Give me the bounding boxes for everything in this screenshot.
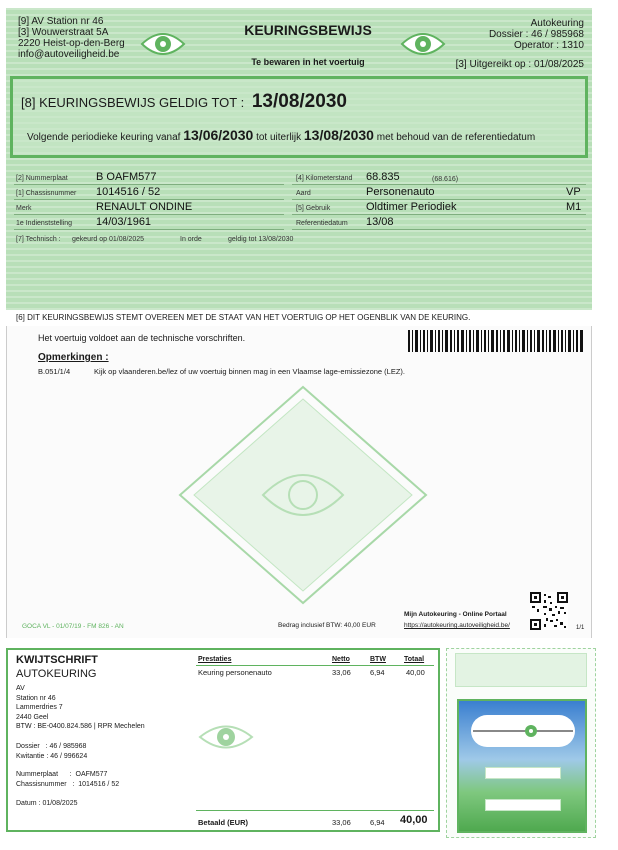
receipt-item: Keuring personenauto <box>198 668 272 677</box>
refdate-value: 13/08 <box>366 216 394 228</box>
receipt-date: Datum : 01/08/2025 <box>16 800 78 807</box>
next-from-date: 13/06/2030 <box>183 127 254 143</box>
receipt-panel: KWIJTSCHRIFT AUTOKEURING AV Station nr 46 Lammerdries 7 2440 Geel BTW : BE-0400.824.586 | RPR Mechelen Dossier : 46 / 985968 Kwitantie : 46 / 996624 Nummerplaat : OAFM577 Chassisnummer : 1014516 / 52 Datum : 01/08/2025 Prestaties Netto BTW Totaal Keuring personenauto 33,06 6,94 40,00 Betaald (EUR) 33,06 6,94 40,00 <box>6 648 440 832</box>
page-number: 1/1 <box>576 625 585 631</box>
sticker-card <box>457 699 587 833</box>
make-value: RENAULT ONDINE <box>96 201 193 213</box>
paid-total: 40,00 <box>400 814 428 826</box>
page-subtitle: Te bewaren in het voertuig <box>251 57 365 67</box>
portal-title: Mijn Autokeuring - Online Portaal <box>404 611 507 618</box>
station-address: [9] AV Station nr 46 [3] Wouwerstraat 5A 2220 Heist-op-den-Berg info@autoveiligheid.be <box>18 16 125 60</box>
qr-code <box>530 592 568 635</box>
eye-logo-icon <box>140 28 186 65</box>
receipt-plate: Nummerplaat : OAFM577 <box>16 771 108 778</box>
use-value: Oldtimer Periodiek <box>366 201 457 213</box>
kind-value: Personenauto <box>366 186 435 198</box>
receipt-dossier: Dossier : 46 / 985968 <box>16 743 87 750</box>
vehicle-details: [2] Nummerplaat B OAFM577 [1] Chassisnummer 1014516 / 52 Merk RENAULT ONDINE 1e Indienststelling 14/03/1961 [4] Kilometerstand 68.835 (68.616) Aard Personenauto VP [5] Gebruik Oldtimer Periodiek M1 Referentiedatum 13/08 [7] Technisch : gekeurd op 01/08/2025 In orde geldig tot 13/08/2030 <box>14 170 588 248</box>
eye-logo-icon <box>198 720 254 759</box>
sticker-top-strip <box>455 653 587 687</box>
sticker-field <box>485 799 561 811</box>
sticker-area <box>446 648 596 838</box>
amount-incl-vat: Bedrag inclusief BTW: 40,00 EUR <box>278 622 376 629</box>
receipt-subtitle: AUTOKEURING <box>16 668 97 680</box>
plate-value: B OAFM577 <box>96 171 157 183</box>
portal-link[interactable]: https://autokeuring.autoveiligheid.be/ <box>404 622 510 629</box>
validity-date: 13/08/2030 <box>251 91 347 112</box>
chassis-value: 1014516 / 52 <box>96 186 161 198</box>
validity-label: [8] KEURINGSBEWIJS GELDIG TOT : <box>21 95 245 110</box>
receipt-chassis: Chassisnummer : 1014516 / 52 <box>16 781 120 788</box>
form-code: GOCA VL - 01/07/19 - FM 826 - AN <box>22 623 124 630</box>
remark-code: B.051/1/4 <box>38 367 71 376</box>
km-value: 68.835 <box>366 171 400 183</box>
sticker-field <box>485 767 561 779</box>
sticker-oval <box>471 715 575 747</box>
validity-box: [8] KEURINGSBEWIJS GELDIG TOT : 13/08/2030 Volgende periodieke keuring vanaf 13/06/2030 tot uiterlijk 13/08/2030 met behoud van de referentiedatum <box>10 76 588 158</box>
issued-date: [3] Uitgereikt op : 01/08/2025 <box>455 59 584 70</box>
first-registration-value: 14/03/1961 <box>96 216 152 228</box>
page-title: KEURINGSBEWIJS <box>244 22 372 38</box>
technical-ok-text: Het voertuig voldoet aan de technische vorschriften. <box>38 333 246 343</box>
receipt-address: AV Station nr 46 Lammerdries 7 2440 Geel BTW : BE-0400.824.586 | RPR Mechelen <box>16 685 145 730</box>
receipt-title: KWIJTSCHRIFT <box>16 654 98 666</box>
remarks-title: Opmerkingen : <box>38 352 109 363</box>
remark-text: Kijk op vlaanderen.be/lez of uw voertuig binnen mag in een Vlaamse lage-emissiezone (LEZ). <box>94 367 406 376</box>
barcode <box>408 330 584 357</box>
watermark-diamond <box>178 385 428 610</box>
conformity-statement: [6] DIT KEURINGSBEWIJS STEMT OVEREEN MET DE STAAT VAN HET VOERTUIG OP HET OGENBLIK VAN DE KEURING. <box>16 313 471 322</box>
dossier-info: Autokeuring Dossier : 46 / 985968 Operator : 1310 <box>488 18 584 51</box>
next-until-date: 13/08/2030 <box>303 127 374 143</box>
paid-label: Betaald (EUR) <box>198 818 249 827</box>
receipt-kwitantie: Kwitantie : 46 / 996624 <box>16 753 88 760</box>
